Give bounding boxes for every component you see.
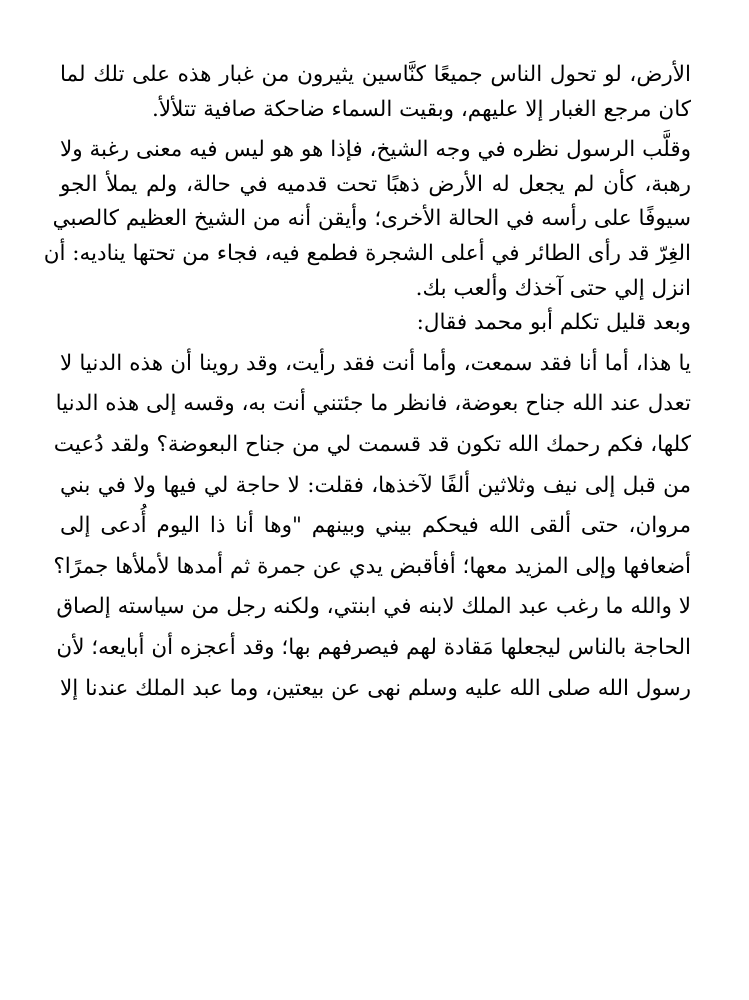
text-line: الأرض، لو تحول الناس جميعًا كنَّاسين يثيرون من غبار هذه على تلك لما <box>60 62 691 87</box>
text-line: وبعد قليل تكلم أبو محمد فقال: <box>416 310 691 336</box>
text-line: سيوفًا على رأسه في الحالة الأخرى؛ وأيقن أنه من الشيخ العظيم كالصبي <box>52 206 691 232</box>
text-line: الغِرّ قد رأى الطائر في أعلى الشجرة فطمع فيه، فجاء من تحتها يناديه: أن <box>43 240 691 266</box>
text-line: أضعافها وإلى المزيد معها؛ أفأقبض يدي عن جمرة ثم أمدها لأملأها جمرًا؟ <box>53 553 691 579</box>
text-line: الحاجة بالناس ليجعلها مَقادة لهم فيصرفهم بها؛ وقد أعجزه أن أبايعه؛ لأن <box>56 634 691 660</box>
text-line: لا والله ما رغب عبد الملك لابنه في ابنتي، ولكنه رجل من سياسته إلصاق <box>56 594 691 620</box>
text-line: من قبل إلى نيف وثلاثين ألفًا لآخذها، فقلت: لا حاجة لي فيها ولا في بني <box>60 472 691 498</box>
text-line: كلها، فكم رحمك الله تكون قد قسمت لي من جناح البعوضة؟ ولقد دُعيت <box>53 431 691 457</box>
text-line: كان مرجع الغبار إلا عليهم، وبقيت السماء ضاحكة صافية تتلألأ. <box>152 96 691 122</box>
text-line: رسول الله صلى الله عليه وسلم نهى عن بيعتين، وما عبد الملك عندنا إلا <box>60 675 691 701</box>
text-line: تعدل عند الله جناح بعوضة، فانظر ما جئتني أنت به، وقسه إلى هذه الدنيا <box>55 391 691 417</box>
text-line: وقلَّب الرسول نظره في وجه الشيخ، فإذا هو هو ليس فيه معنى رغبة ولا <box>60 137 691 163</box>
document-page <box>43 58 691 706</box>
text-line: رهبة، كأن لم يجعل له الأرض ذهبًا تحت قدميه في حالة، ولم يملأ الجو <box>60 171 691 197</box>
text-line: مروان، حتى ألقى الله فيحكم بيني وبينهم "وها أنا ذا اليوم أُدعى إلى <box>60 513 691 539</box>
text-line: انزل إلي حتى آخذك وألعب بك. <box>415 275 691 301</box>
text-line: يا هذا، أما أنا فقد سمعت، وأما أنت فقد رأيت، وقد روينا أن هذه الدنيا لا <box>60 350 691 376</box>
